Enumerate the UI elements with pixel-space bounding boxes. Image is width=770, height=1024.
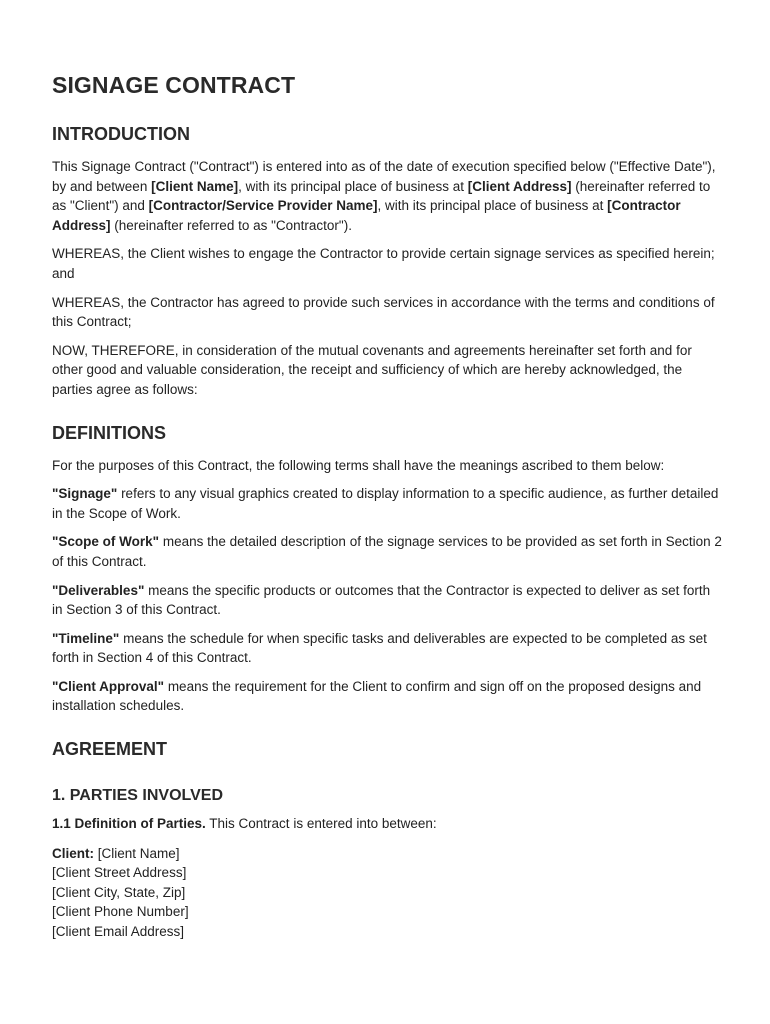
definition-term: "Deliverables" [52, 582, 145, 598]
definitions-intro: For the purposes of this Contract, the following terms shall have the meanings ascribed to them below: [52, 457, 665, 473]
definition-of-parties [52, 814, 722, 834]
client-city-state-zip: [Client City, State, Zip] [52, 884, 186, 900]
intro-p1-text-1: This Signage Contract ("Contract") is entered into as of the date of execution specified below ("Effective Date"), by and between [52, 159, 716, 194]
definition-text: means the schedule for when specific tasks and deliverables are expected to be completed as set forth in Section 4 of this Contract. [52, 630, 707, 666]
document-page [52, 70, 722, 942]
client-phone-number: [Client Phone Number] [52, 904, 189, 920]
definition-text: refers to any visual graphics created to display information to a specific audience, as further detailed in the Scope of Work. [52, 486, 719, 521]
definition-term: "Timeline" [52, 630, 120, 646]
intro-p1-text-5: (hereinafter referred to as "Contractor"). [110, 217, 352, 233]
definition-text: means the requirement for the Client to confirm and sign off on the proposed designs and installation schedules. [52, 678, 702, 714]
definitions-heading: DEFINITIONS [52, 422, 167, 443]
client-street-address: [Client Street Address] [52, 865, 187, 881]
contractor-address-placeholder: [Contractor Address] [52, 198, 681, 233]
document-title: SIGNAGE CONTRACT [52, 72, 296, 98]
client-label: Client: [52, 845, 94, 861]
client-details-block [52, 844, 722, 942]
intro-paragraph-1 [52, 157, 722, 235]
introduction-heading: INTRODUCTION [52, 124, 190, 144]
client-name-value: [Client Name] [94, 845, 180, 861]
contractor-name-placeholder: [Contractor/Service Provider Name] [148, 198, 378, 214]
definition-item [52, 629, 722, 668]
client-name-placeholder: [Client Name] [151, 178, 239, 194]
intro-p1-text-2: , with its principal place of business at [238, 178, 468, 194]
intro-paragraph-4: NOW, THEREFORE, in consideration of the mutual covenants and agreements hereinafter set forth and for other good and valuable consideration, the receipt and sufficiency of which are hereby acknowledged, the parties agree as follows: [52, 342, 692, 397]
definition-item [52, 532, 722, 571]
parties-involved-heading: 1. PARTIES INVOLVED [52, 787, 223, 805]
definition-item [52, 484, 722, 523]
definition-text: means the detailed description of the signage services to be provided as set forth in Section 2 of this Contract. [52, 534, 722, 569]
agreement-heading: AGREEMENT [52, 739, 168, 760]
client-email-address: [Client Email Address] [52, 924, 185, 940]
client-name-line [52, 844, 722, 864]
definition-item [52, 581, 722, 620]
definition-term: "Scope of Work" [52, 534, 160, 550]
definition-term: "Signage" [52, 486, 118, 502]
definition-of-parties-text: This Contract is entered into between: [205, 816, 437, 832]
definition-text: means the specific products or outcomes that the Contractor is expected to deliver as set forth in Section 3 of this Contract. [52, 582, 711, 618]
intro-paragraph-2: WHEREAS, the Client wishes to engage the Contractor to provide certain signage services as specified herein; and [52, 246, 715, 281]
definition-term: "Client Approval" [52, 678, 165, 694]
client-address-placeholder: [Client Address] [467, 178, 572, 194]
intro-paragraph-3: WHEREAS, the Contractor has agreed to provide such services in accordance with the terms and conditions of this Contract; [52, 294, 715, 330]
definition-item [52, 677, 722, 716]
intro-p1-text-4: , with its principal place of business at [377, 198, 608, 214]
definition-of-parties-label: 1.1 Definition of Parties. [52, 816, 206, 832]
intro-p1-text-3: (hereinafter referred to as "Client") and [52, 178, 711, 214]
